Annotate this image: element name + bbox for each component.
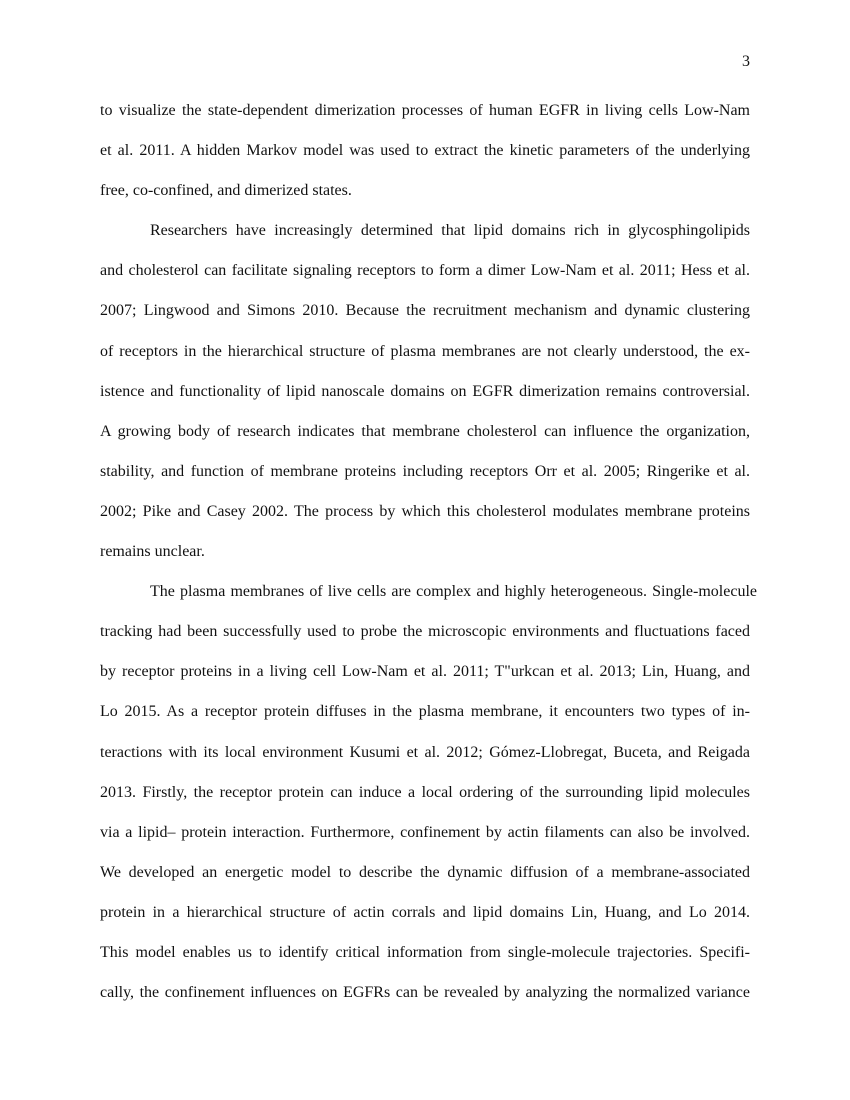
text-line: 2013. Firstly, the receptor protein can induce a local ordering of the surrounding lipid molecules (100, 783, 750, 801)
text-line: 2002; Pike and Casey 2002. The process by which this cholesterol modulates membrane proteins (100, 502, 750, 520)
text-line: et al. 2011. A hidden Markov model was used to extract the kinetic parameters of the underlying (100, 142, 750, 160)
text-line: tracking had been successfully used to probe the microscopic environments and fluctuations faced (100, 623, 750, 641)
text-line: by receptor proteins in a living cell Low-Nam et al. 2011; T"urkcan et al. 2013; Lin, Huang, and (100, 663, 750, 681)
text-line: protein in a hierarchical structure of actin corrals and lipid domains Lin, Huang, and Lo 2014. (100, 903, 750, 921)
text-line: This model enables us to identify critical information from single-molecule trajectories. Specifi- (100, 943, 750, 961)
text-line: teractions with its local environment Kusumi et al. 2012; Gómez-Llobregat, Buceta, and Reigada (100, 743, 750, 761)
text-line: The plasma membranes of live cells are complex and highly heterogeneous. Single-molecule (150, 583, 757, 601)
text-line: Researchers have increasingly determined that lipid domains rich in glycosphingolipids (150, 222, 750, 240)
text-line: remains unclear. (100, 543, 205, 561)
text-line: via a lipid– protein interaction. Furthermore, confinement by actin filaments can also be involved. (100, 823, 750, 841)
text-line: and cholesterol can facilitate signaling receptors to form a dimer Low-Nam et al. 2011; Hess et al. (100, 262, 750, 280)
text-line: istence and functionality of lipid nanoscale domains on EGFR dimerization remains controversial. (100, 382, 750, 400)
text-line: of receptors in the hierarchical structure of plasma membranes are not clearly understood, the ex- (100, 342, 750, 360)
text-line: 2007; Lingwood and Simons 2010. Because the recruitment mechanism and dynamic clustering (100, 302, 750, 320)
text-line: free, co-confined, and dimerized states. (100, 182, 352, 200)
page-number: 3 (742, 53, 750, 70)
text-line: cally, the confinement influences on EGFRs can be revealed by analyzing the normalized variance (100, 984, 750, 1002)
text-line: Lo 2015. As a receptor protein diffuses in the plasma membrane, it encounters two types of in- (100, 703, 750, 721)
text-line: We developed an energetic model to describe the dynamic diffusion of a membrane-associated (100, 863, 750, 881)
text-line: to visualize the state-dependent dimerization processes of human EGFR in living cells Low-Nam (100, 102, 750, 119)
text-line: stability, and function of membrane proteins including receptors Orr et al. 2005; Ringerike et al. (100, 462, 750, 480)
text-line: A growing body of research indicates that membrane cholesterol can influence the organization, (100, 422, 750, 440)
body-text (100, 91, 757, 1013)
